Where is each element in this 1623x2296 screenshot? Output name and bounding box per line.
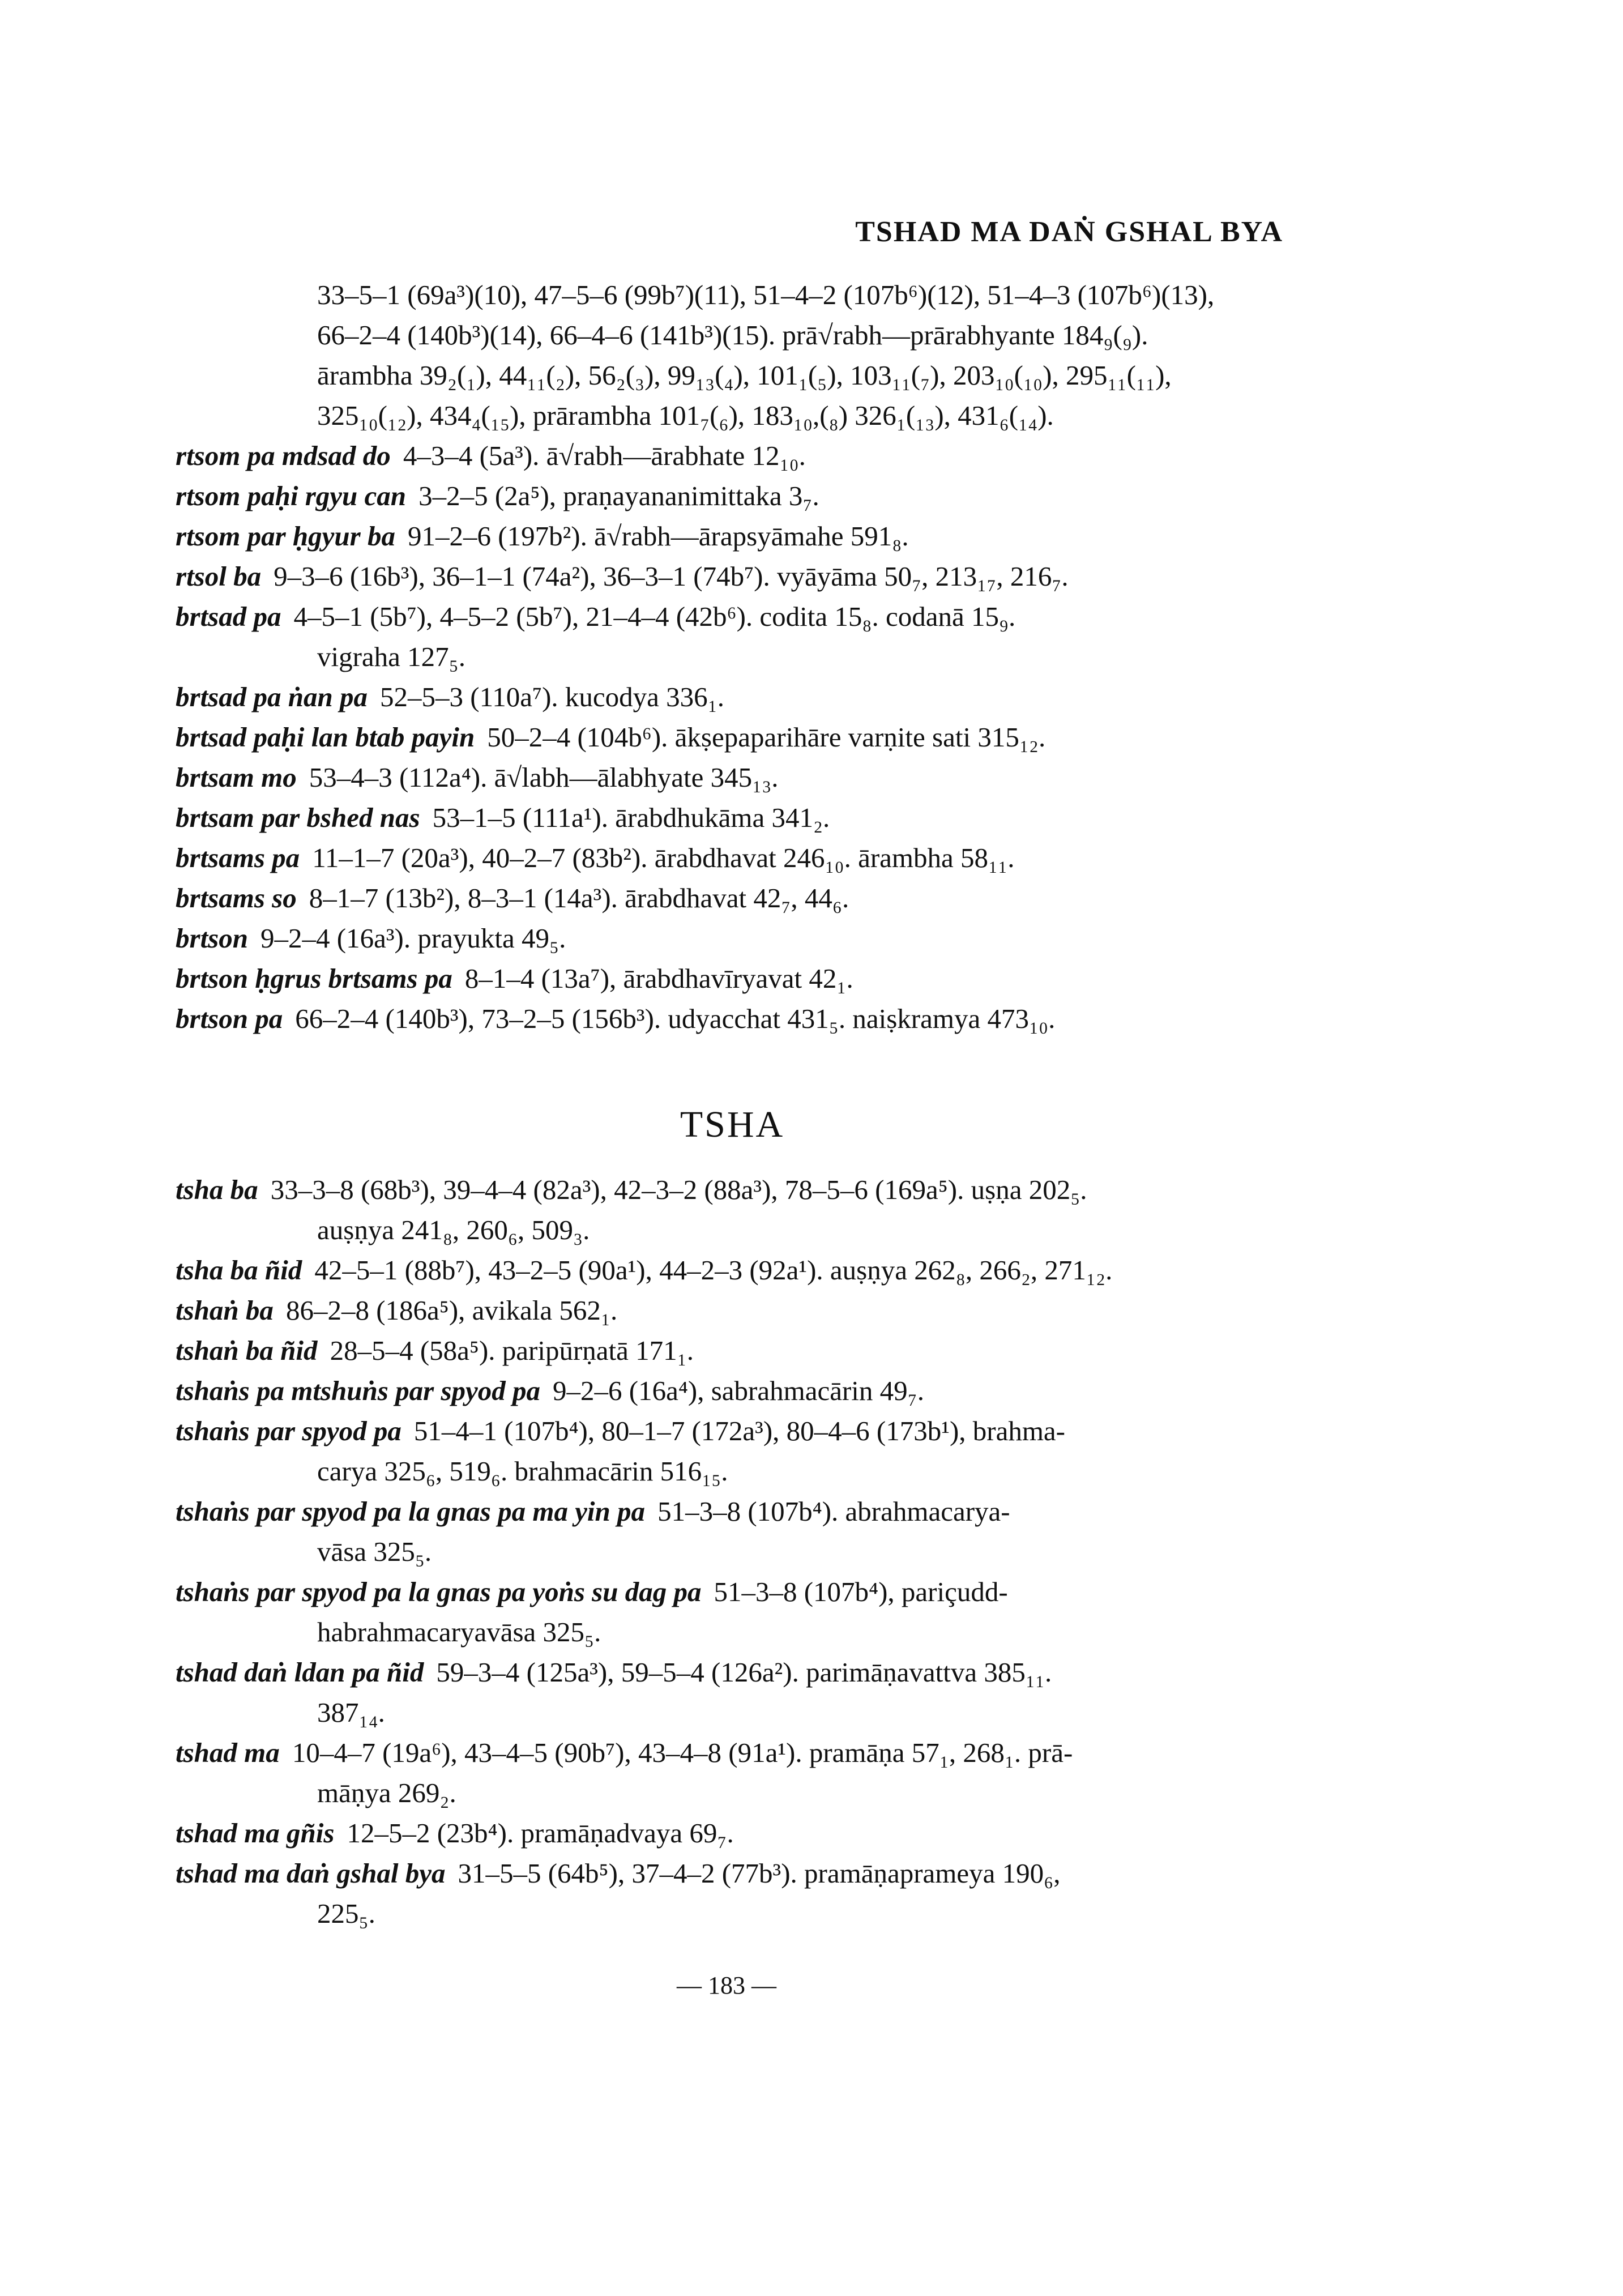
entry-headword: tsha ba — [176, 1174, 258, 1205]
entry-references: 11–1–7 (20a³), 40–2–7 (83b²). ārabdhavat 246₁₀. ārambha 58₁₁. — [312, 842, 1015, 873]
dictionary-entry — [176, 436, 1285, 476]
dictionary-entry — [176, 677, 1285, 717]
entry-headword: brtsad paḥi lan btab payin — [176, 722, 475, 753]
dictionary-entry — [176, 1853, 1285, 1934]
dictionary-entry — [176, 1572, 1285, 1652]
entry-references: 10–4–7 (19a⁶), 43–4–5 (90b⁷), 43–4–8 (91a¹). pramāṇa 57₁, 268₁. prā- — [292, 1737, 1073, 1768]
entry-headword: tshaṅs par spyod pa la gnas pa ma yin pa — [176, 1496, 646, 1527]
entry-references: 51–3–8 (107b⁴). abrahmacarya- — [657, 1496, 1010, 1527]
entry-references: 42–5–1 (88b⁷), 43–2–5 (90a¹), 44–2–3 (92a¹). auṣṇya 262₈, 266₂, 271₁₂. — [314, 1254, 1113, 1286]
entry-headword: rtsom par ḥgyur ba — [176, 520, 396, 552]
dictionary-entry — [176, 717, 1285, 757]
entry-references: 12–5–2 (23b⁴). pramāṇadvaya 69₇. — [347, 1817, 734, 1849]
entry-continuation: carya 325₆, 519₆. brahmacārin 516₁₅. — [317, 1456, 728, 1487]
entry-continuation: vigraha 127₅. — [317, 641, 466, 672]
dictionary-entry — [176, 797, 1285, 838]
entry-continuation: vāsa 325₅. — [317, 1536, 432, 1567]
dictionary-entry — [176, 556, 1285, 596]
entry-headword: brtsam par bshed nas — [176, 802, 420, 833]
dictionary-entry — [176, 838, 1285, 878]
entry-references: 91–2–6 (197b²). ā√rabh—ārapsyāmahe 591₈. — [408, 520, 909, 552]
dictionary-entry — [176, 1813, 1285, 1853]
continuation-line: 66–2–4 (140b³)(14), 66–4–6 (141b³)(15). prā√rabh—prārabhyante 184₉(₉). — [317, 319, 1148, 351]
entry-references: 51–3–8 (107b⁴), pariçudd- — [714, 1576, 1008, 1607]
entry-headword: tsha ba ñid — [176, 1254, 302, 1286]
dictionary-entry — [176, 1732, 1285, 1813]
dictionary-entries-tsha — [176, 1170, 1285, 1934]
entry-references: 50–2–4 (104b⁶). ākṣepaparihāre varṇite sati 315₁₂. — [487, 722, 1046, 753]
entry-headword: brtsams pa — [176, 842, 300, 873]
dictionary-entry — [176, 596, 1285, 677]
section-title: TSHA — [680, 1104, 785, 1145]
entry-headword: tshad daṅ ldan pa ñid — [176, 1657, 424, 1688]
dictionary-entry — [176, 1290, 1285, 1330]
entry-headword: rtsom paḥi rgyu can — [176, 480, 407, 511]
entry-references: 86–2–8 (186a⁵), avikala 562₁. — [285, 1295, 618, 1326]
entry-references: 8–1–7 (13b²), 8–3–1 (14a³). ārabdhavat 42₇, 44₆. — [309, 882, 849, 914]
dictionary-entry — [176, 1371, 1285, 1411]
dictionary-entry — [176, 958, 1285, 998]
entry-references: 51–4–1 (107b⁴), 80–1–7 (172a³), 80–4–6 (173b¹), brahma- — [413, 1415, 1066, 1446]
dictionary-entry — [176, 878, 1285, 918]
entry-headword: brtsad pa — [176, 601, 281, 632]
entry-headword: rtsol ba — [176, 561, 262, 592]
entry-continuation: auṣṇya 241₈, 260₆, 509₃. — [317, 1214, 590, 1245]
dictionary-entry — [176, 1652, 1285, 1732]
dictionary-entry — [176, 1411, 1285, 1491]
entry-headword: brtsams so — [176, 882, 297, 914]
entry-headword: tshad ma gñis — [176, 1817, 335, 1849]
entry-headword: tshaṅs pa mtshuṅs par spyod pa — [176, 1375, 541, 1406]
entry-references: 9–2–6 (16a⁴), sabrahmacārin 49₇. — [553, 1375, 924, 1406]
entry-headword: brtson ḥgrus brtsams pa — [176, 963, 452, 994]
dictionary-entry — [176, 1170, 1285, 1250]
entry-references: 66–2–4 (140b³), 73–2–5 (156b³). udyacchat 431₅. naiṣkramya 473₁₀. — [295, 1003, 1056, 1034]
entry-references: 59–3–4 (125a³), 59–5–4 (126a²). parimāṇavattva 385₁₁. — [436, 1657, 1052, 1688]
continuation-line: 33–5–1 (69a³)(10), 47–5–6 (99b⁷)(11), 51–4–2 (107b⁶)(12), 51–4–3 (107b⁶)(13), — [317, 279, 1215, 310]
dictionary-entry — [176, 1250, 1285, 1290]
entry-headword: tshaṅ ba — [176, 1295, 274, 1326]
dictionary-entry — [176, 757, 1285, 797]
entry-headword: tshaṅs par spyod pa — [176, 1415, 402, 1446]
continuation-line: 325₁₀(₁₂), 434₄(₁₅), prārambha 101₇(₆), 183₁₀,(₈) 326₁(₁₃), 431₆(₁₄). — [317, 400, 1054, 431]
entry-continuation: māṇya 269₂. — [317, 1777, 456, 1808]
top-continuation-block — [176, 275, 1285, 436]
entry-references: 3–2–5 (2a⁵), praṇayananimittaka 3₇. — [418, 480, 819, 511]
dictionary-entry — [176, 1491, 1285, 1572]
dictionary-entry — [176, 918, 1285, 958]
entry-headword: tshaṅ ba ñid — [176, 1335, 318, 1366]
dictionary-entries-rts — [176, 436, 1285, 1039]
running-header: TSHAD MA DAṄ GSHAL BYA — [855, 216, 1283, 248]
entry-references: 53–1–5 (111a¹). ārabdhukāma 341₂. — [432, 802, 830, 833]
entry-headword: tshad ma daṅ gshal bya — [176, 1858, 446, 1889]
entry-headword: brtsad pa ṅan pa — [176, 681, 368, 712]
entry-headword: tshaṅs par spyod pa la gnas pa yoṅs su dag pa — [176, 1576, 702, 1607]
entry-references: 52–5–3 (110a⁷). kucodya 336₁. — [380, 681, 724, 712]
entry-references: 9–2–4 (16a³). prayukta 49₅. — [260, 923, 566, 954]
entry-references: 8–1–4 (13a⁷), ārabdhavīryavat 42₁. — [464, 963, 853, 994]
entry-headword: brtsam mo — [176, 762, 297, 793]
entry-continuation: 225₅. — [317, 1898, 375, 1929]
continuation-line: ārambha 39₂(₁), 44₁₁(₂), 56₂(₃), 99₁₃(₄), 101₁(₅), 103₁₁(₇), 203₁₀(₁₀), 295₁₁(₁₁), — [317, 360, 1172, 391]
entry-references: 31–5–5 (64b⁵), 37–4–2 (77b³). pramāṇaprameya 190₆, — [458, 1858, 1061, 1889]
entry-headword: brtson — [176, 923, 249, 954]
entry-references: 33–3–8 (68b³), 39–4–4 (82a³), 42–3–2 (88a³), 78–5–6 (169a⁵). uṣṇa 202₅. — [270, 1174, 1087, 1205]
entry-references: 4–3–4 (5a³). ā√rabh—ārabhate 12₁₀. — [403, 440, 806, 471]
dictionary-entry — [176, 1330, 1285, 1371]
entry-references: 4–5–1 (5b⁷), 4–5–2 (5b⁷), 21–4–4 (42b⁶). codita 15₈. codanā 15₉. — [293, 601, 1016, 632]
entry-headword: tshad ma — [176, 1737, 280, 1768]
dictionary-entry — [176, 998, 1285, 1039]
entry-references: 9–3–6 (16b³), 36–1–1 (74a²), 36–3–1 (74b⁷). vyāyāma 50₇, 213₁₇, 216₇. — [274, 561, 1069, 592]
dictionary-entry — [176, 516, 1285, 556]
dictionary-entry — [176, 476, 1285, 516]
page-number: — 183 — — [677, 1971, 776, 1999]
entry-continuation: 387₁₄. — [317, 1697, 385, 1728]
entry-references: 28–5–4 (58a⁵). paripūrṇatā 171₁. — [330, 1335, 694, 1366]
entry-continuation: habrahmacaryavāsa 325₅. — [317, 1616, 601, 1648]
entry-references: 53–4–3 (112a⁴). ā√labh—ālabhyate 345₁₃. — [309, 762, 779, 793]
entry-headword: rtsom pa mdsad do — [176, 440, 391, 471]
entry-headword: brtson pa — [176, 1003, 283, 1034]
